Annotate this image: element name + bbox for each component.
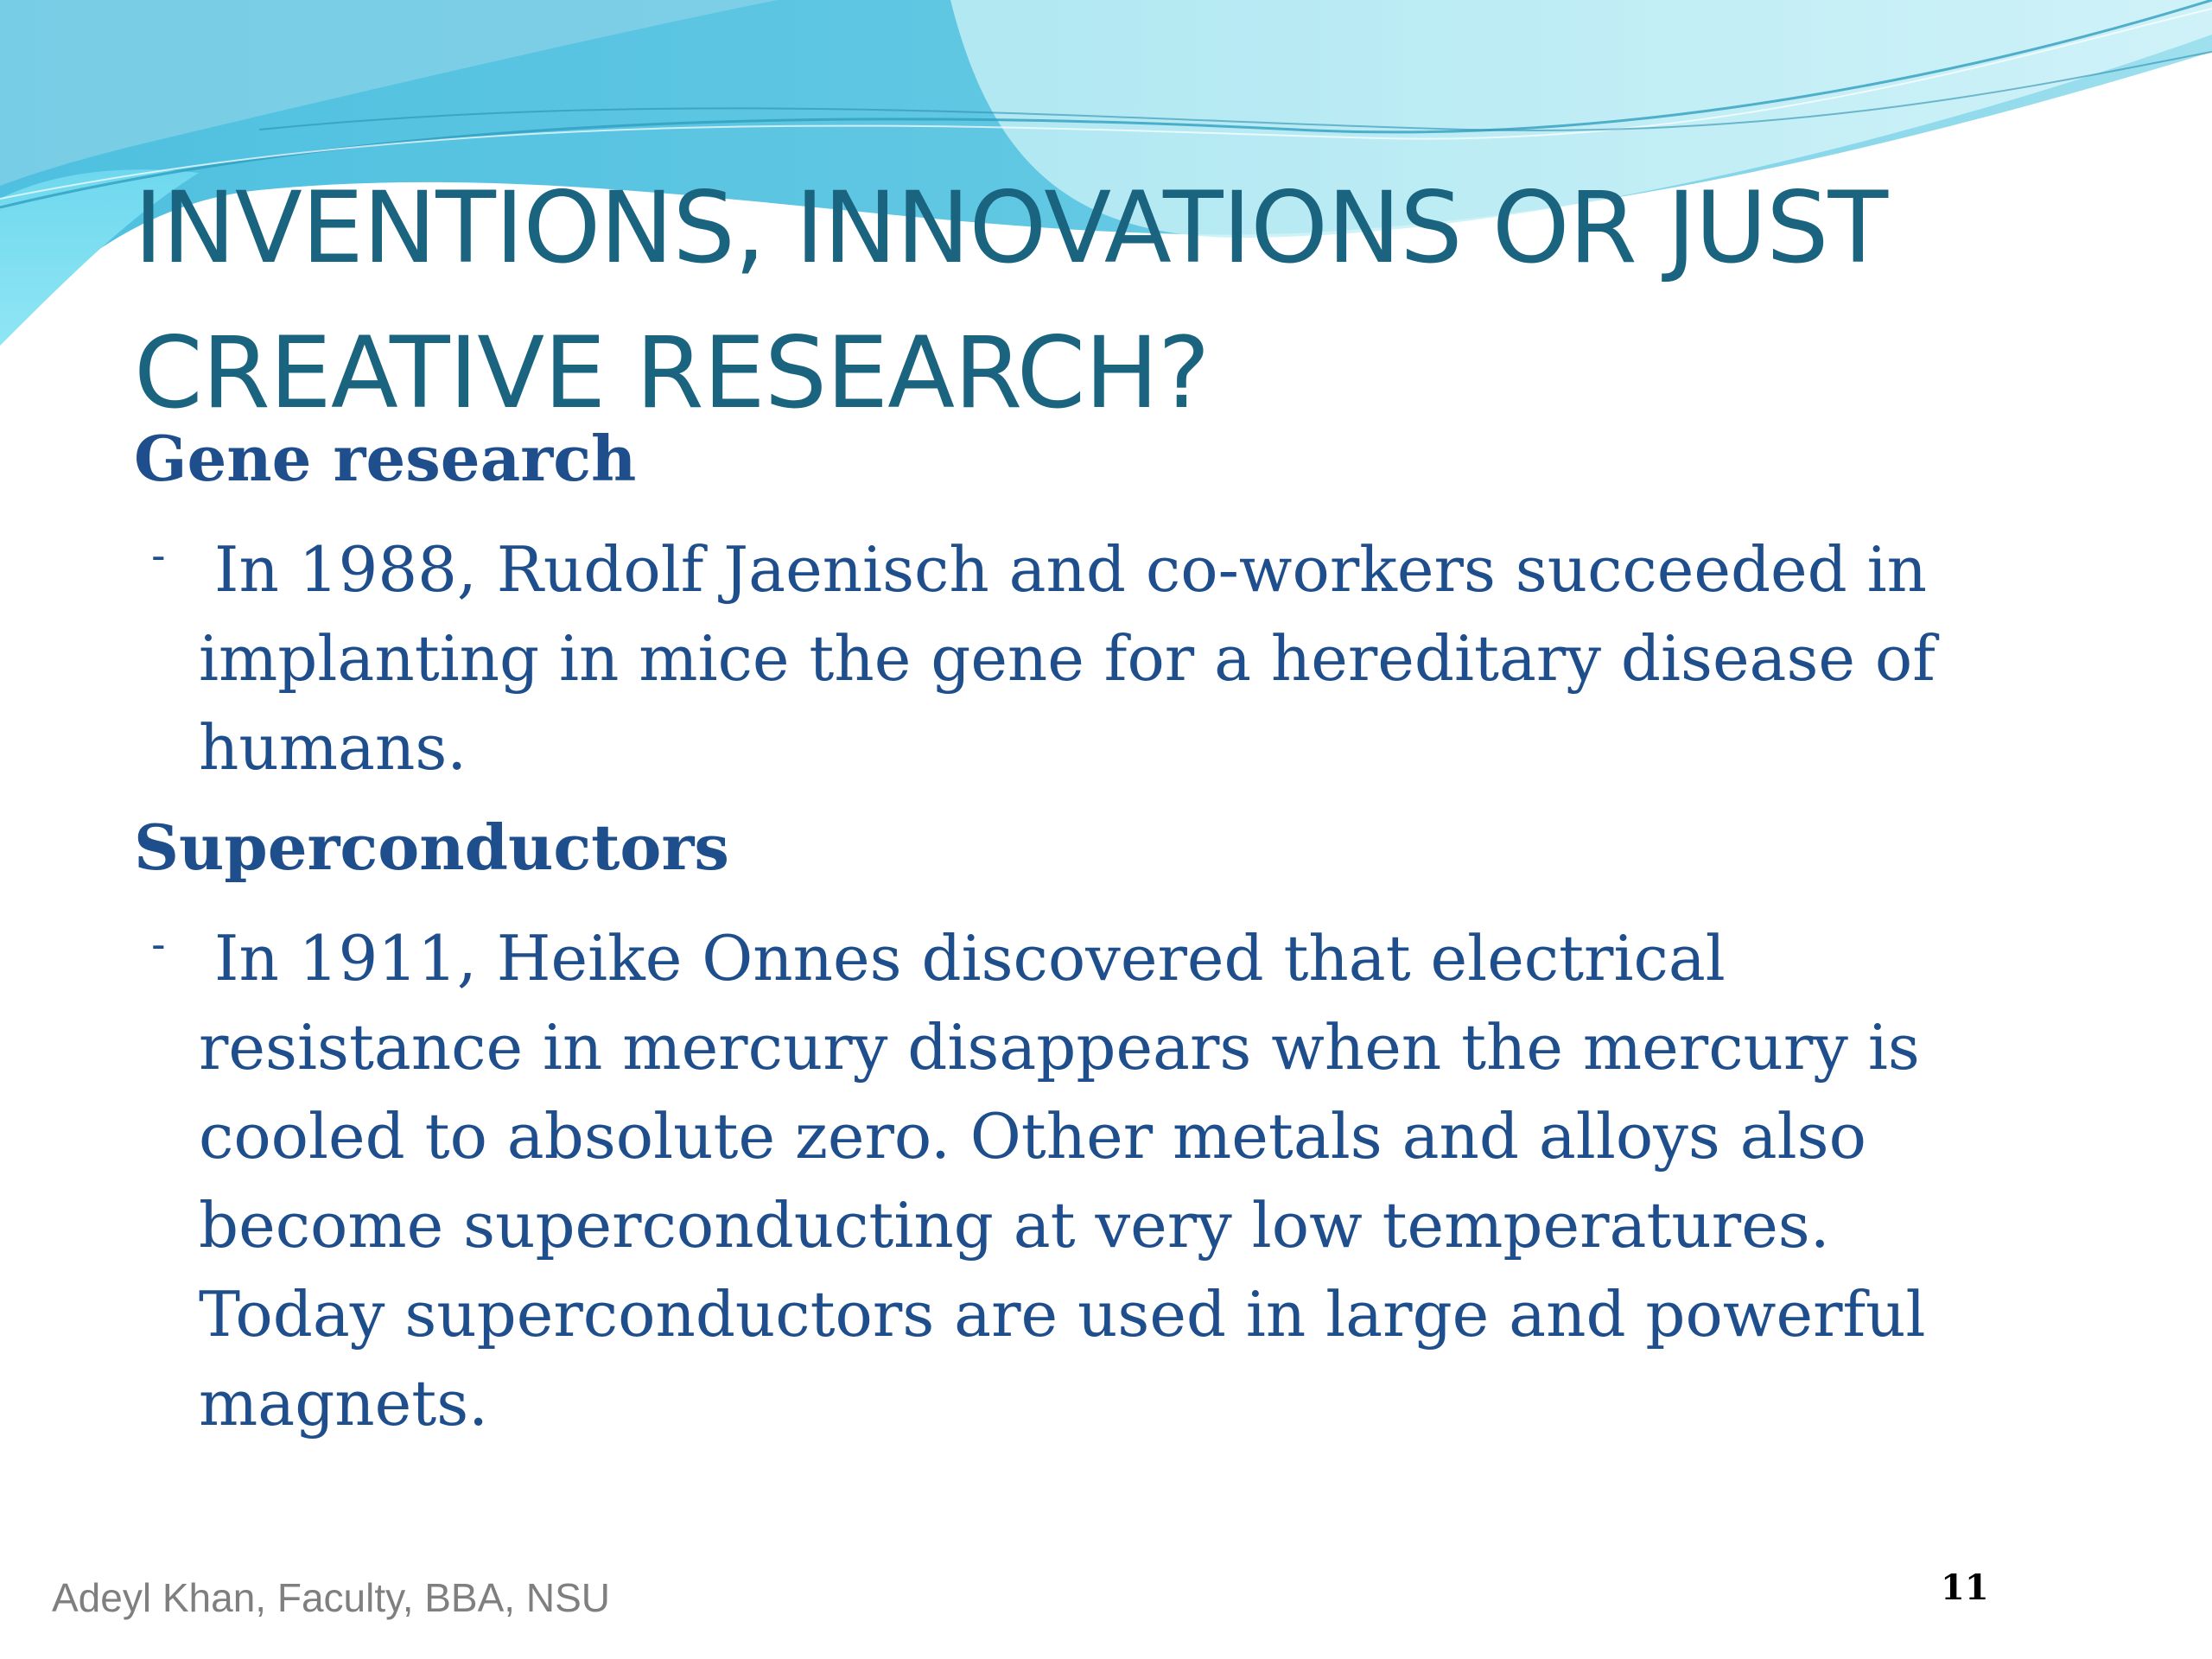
bullet-dash-icon: -: [151, 921, 166, 968]
slide-title-line: CREATIVE RESEARCH?: [134, 315, 1210, 430]
bullet-text: [199, 914, 2052, 1448]
footer-author: Adeyl Khan, Faculty, BBA, NSU: [52, 1575, 610, 1620]
bullet-line: Today superconductors are used in large and powerful: [199, 1278, 1926, 1351]
bullet-line: resistance in mercury disappears when the mercury is: [199, 1011, 1920, 1084]
section-heading-superconductors: Superconductors: [134, 810, 729, 884]
bullet-text: [199, 525, 2052, 792]
page-number: 11: [1941, 1567, 1989, 1608]
bullet-line: In 1988, Rudolf Jaenisch and co-workers succeeded in: [214, 533, 1928, 606]
bullet-line: In 1911, Heike Onnes discovered that electrical: [214, 922, 1726, 995]
bullet-line: cooled to absolute zero. Other metals and alloys also: [199, 1100, 1866, 1173]
bullet-line: become superconducting at very low temperatures.: [199, 1189, 1830, 1262]
bullet-superconductors: [151, 914, 2052, 1448]
bullet-line: magnets.: [199, 1367, 489, 1440]
bullet-gene-research: [151, 525, 2052, 792]
slide-title: [134, 156, 2121, 446]
bullet-dash-icon: -: [151, 532, 166, 579]
bullet-line: humans.: [199, 711, 467, 784]
section-heading-gene-research: Gene research: [134, 422, 637, 495]
slide-title-line: INVENTIONS, INNOVATIONS OR JUST: [134, 170, 1888, 285]
bullet-line: implanting in mice the gene for a hereditary disease of: [199, 622, 1936, 695]
